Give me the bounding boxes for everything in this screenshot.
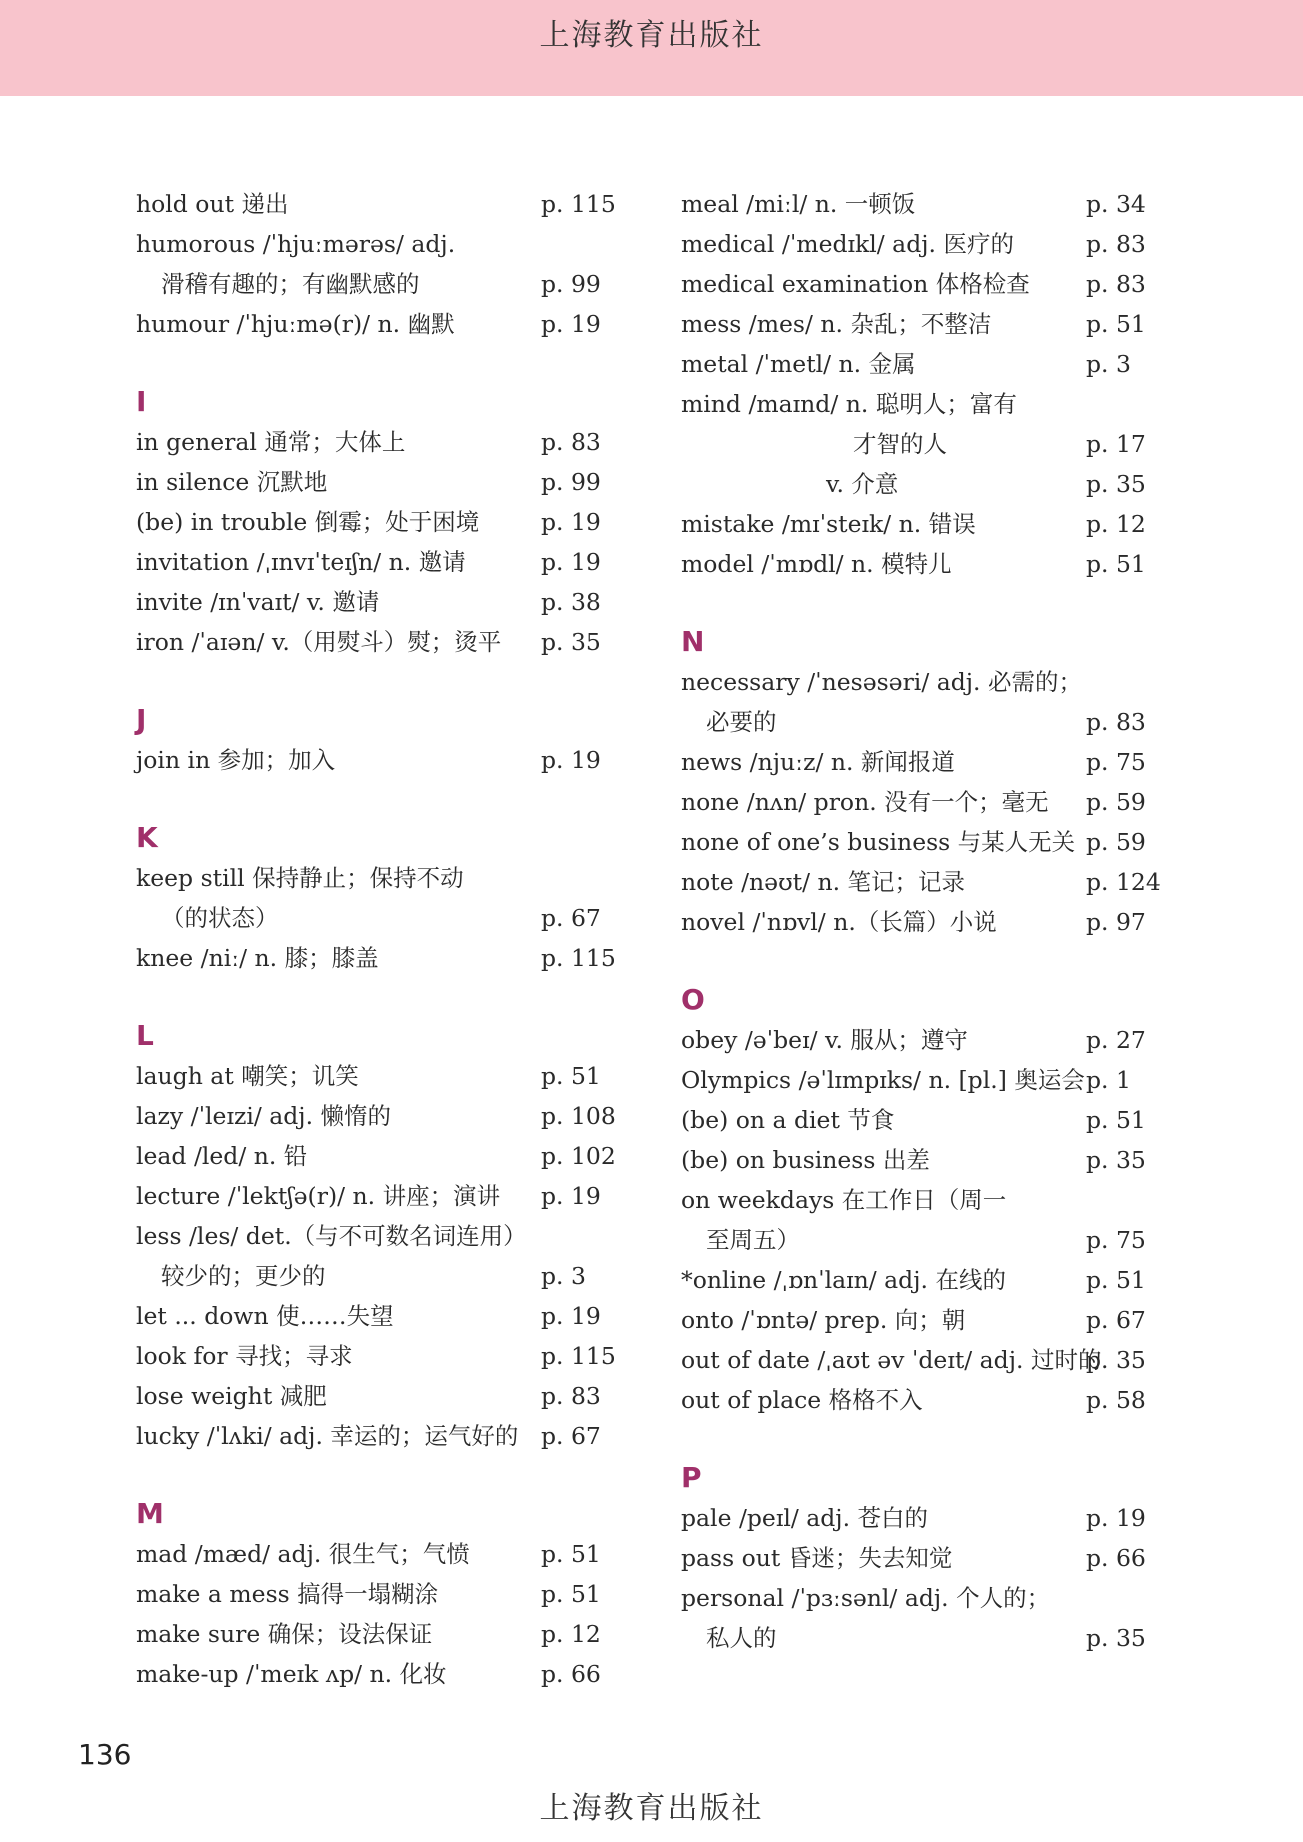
section-letter: P [681,1461,702,1494]
glossary-entry [136,1336,676,1376]
entry-text: iron /ˈaɪən/ v.（用熨斗）熨；烫平 [136,628,502,656]
entry-page-ref: p. 19 [541,548,601,576]
glossary-entry [136,422,676,462]
glossary-entry [136,622,676,662]
entry-text: (be) in trouble 倒霉；处于困境 [136,508,480,536]
entry-text: 才智的人 [853,430,947,458]
entry-text: on weekdays 在工作日（周一 [681,1186,1007,1214]
entry-page-ref: p. 115 [541,1342,616,1370]
entry-page-ref: p. 35 [1086,470,1146,498]
entry-text: lucky /ˈlʌki/ adj. 幸运的；运气好的 [136,1422,519,1450]
entry-page-ref: p. 115 [541,190,616,218]
glossary-entry [681,384,1221,424]
glossary-entry [136,1654,676,1694]
entry-page-ref: p. 108 [541,1102,616,1130]
entry-text: invite /ɪnˈvaɪt/ v. 邀请 [136,588,380,616]
glossary-entry [681,1180,1221,1220]
entry-text: mess /mes/ n. 杂乱；不整洁 [681,310,992,338]
entry-page-ref: p. 99 [541,270,601,298]
entry-page-ref: p. 3 [1086,350,1131,378]
entry-page-ref: p. 12 [541,1620,601,1648]
glossary-entry [681,742,1221,782]
entry-text: v. 介意 [826,470,899,498]
entry-page-ref: p. 67 [1086,1306,1146,1334]
entry-text: lead /led/ n. 铅 [136,1142,308,1170]
glossary-entry [136,304,676,344]
entry-text: model /ˈmɒdl/ n. 模特儿 [681,550,952,578]
entry-text: humorous /ˈhjuːmərəs/ adj. [136,230,456,258]
glossary-entry [681,1140,1221,1180]
glossary-entry [681,1300,1221,1340]
entry-page-ref: p. 35 [1086,1346,1146,1374]
entry-page-ref: p. 51 [1086,1106,1146,1134]
glossary-entry [136,1216,676,1256]
page-number: 136 [78,1738,132,1771]
entry-text: medical /ˈmedɪkl/ adj. 医疗的 [681,230,1014,258]
entry-page-ref: p. 51 [541,1540,601,1568]
entry-text: in general 通常；大体上 [136,428,406,456]
glossary-entry [136,1416,676,1456]
entry-page-ref: p. 97 [1086,908,1146,936]
section-letter: M [136,1497,164,1530]
glossary-entry [681,1380,1221,1420]
entry-page-ref: p. 59 [1086,788,1146,816]
glossary-entry [681,902,1221,942]
glossary-entry [681,702,1221,742]
entry-text: knee /niː/ n. 膝；膝盖 [136,944,379,972]
glossary-entry [681,1538,1221,1578]
entry-text: Olympics /əˈlɪmpɪks/ n. [pl.] 奥运会 [681,1066,1085,1094]
entry-page-ref: p. 19 [541,746,601,774]
glossary-entry [136,1534,676,1574]
section-letter: N [681,625,705,658]
entry-page-ref: p. 66 [541,1660,601,1688]
entry-page-ref: p. 67 [541,1422,601,1450]
entry-text: 至周五） [706,1226,800,1254]
glossary-entry [681,184,1221,224]
entry-page-ref: p. 38 [541,588,601,616]
entry-page-ref: p. 115 [541,944,616,972]
entry-text: out of place 格格不入 [681,1386,923,1414]
glossary-entry [681,544,1221,584]
glossary-column-left [136,184,676,1694]
entry-page-ref: p. 124 [1086,868,1161,896]
entry-page-ref: p. 19 [1086,1504,1146,1532]
entry-text: (be) on business 出差 [681,1146,930,1174]
entry-page-ref: p. 83 [1086,708,1146,736]
glossary-entry [136,1376,676,1416]
entry-text: news /njuːz/ n. 新闻报道 [681,748,955,776]
entry-text: make-up /ˈmeɪk ʌp/ n. 化妆 [136,1660,447,1688]
glossary-entry [136,1296,676,1336]
entry-page-ref: p. 83 [1086,270,1146,298]
footer-publisher: 上海教育出版社 [539,1791,764,1826]
entry-text: medical examination 体格检查 [681,270,1030,298]
entry-text: necessary /ˈnesəsəri/ adj. 必需的； [681,668,1082,696]
entry-page-ref: p. 75 [1086,1226,1146,1254]
entry-page-ref: p. 34 [1086,190,1146,218]
glossary-entry [681,1340,1221,1380]
entry-page-ref: p. 83 [541,1382,601,1410]
entry-text: humour /ˈhjuːmə(r)/ n. 幽默 [136,310,455,338]
glossary-entry [136,184,676,224]
glossary-entry [136,1096,676,1136]
entry-text: pale /peɪl/ adj. 苍白的 [681,1504,929,1532]
glossary-entry [681,424,1221,464]
entry-text: mistake /mɪˈsteɪk/ n. 错误 [681,510,976,538]
entry-page-ref: p. 58 [1086,1386,1146,1414]
glossary-entry [136,1056,676,1096]
entry-text: look for 寻找；寻求 [136,1342,353,1370]
glossary-entry [681,224,1221,264]
entry-text: mind /maɪnd/ n. 聪明人；富有 [681,390,1017,418]
entry-page-ref: p. 19 [541,310,601,338]
entry-text: pass out 昏迷；失去知觉 [681,1544,953,1572]
entry-page-ref: p. 51 [1086,1266,1146,1294]
entry-page-ref: p. 1 [1086,1066,1131,1094]
glossary-entry [136,462,676,502]
entry-text: note /nəʊt/ n. 笔记；记录 [681,868,966,896]
entry-page-ref: p. 19 [541,1182,601,1210]
entry-page-ref: p. 102 [541,1142,616,1170]
section-letter: I [136,385,147,418]
entry-page-ref: p. 83 [1086,230,1146,258]
section-letter: K [136,821,158,854]
entry-text: 滑稽有趣的；有幽默感的 [161,270,420,298]
entry-text: less /les/ det.（与不可数名词连用） [136,1222,527,1250]
glossary-entry [136,1176,676,1216]
entry-text: 必要的 [706,708,777,736]
glossary-entry [681,1498,1221,1538]
glossary-entry [136,1256,676,1296]
entry-page-ref: p. 3 [541,1262,586,1290]
entry-text: none /nʌn/ pron. 没有一个；毫无 [681,788,1049,816]
entry-page-ref: p. 19 [541,508,601,536]
glossary-entry [681,782,1221,822]
glossary-entry [681,464,1221,504]
entry-page-ref: p. 83 [541,428,601,456]
section-letter: L [136,1019,154,1052]
entry-page-ref: p. 59 [1086,828,1146,856]
entry-text: obey /əˈbeɪ/ v. 服从；遵守 [681,1026,968,1054]
entry-page-ref: p. 75 [1086,748,1146,776]
entry-page-ref: p. 51 [541,1062,601,1090]
entry-page-ref: p. 51 [541,1580,601,1608]
glossary-entry [681,1060,1221,1100]
entry-text: in silence 沉默地 [136,468,328,496]
glossary-entry [681,1020,1221,1060]
entry-text: 私人的 [706,1624,777,1652]
entry-text: personal /ˈpɜːsənl/ adj. 个人的； [681,1584,1051,1612]
entry-text: lose weight 减肥 [136,1382,327,1410]
glossary-column-right [681,184,1221,1658]
entry-text: join in 参加；加入 [136,746,336,774]
entry-page-ref: p. 35 [541,628,601,656]
entry-page-ref: p. 19 [541,1302,601,1330]
glossary-entry [136,1574,676,1614]
entry-page-ref: p. 17 [1086,430,1146,458]
entry-text: out of date /ˌaʊt əv ˈdeɪt/ adj. 过时的 [681,1346,1102,1374]
entry-text: onto /ˈɒntə/ prep. 向；朝 [681,1306,966,1334]
glossary-entry [136,740,676,780]
section-letter: O [681,983,705,1016]
glossary-entry [136,898,676,938]
glossary-entry [681,862,1221,902]
entry-text: laugh at 嘲笑；讥笑 [136,1062,359,1090]
entry-page-ref: p. 66 [1086,1544,1146,1572]
glossary-entry [681,1618,1221,1658]
entry-text: none of one’s business 与某人无关 [681,828,1076,856]
entry-page-ref: p. 35 [1086,1624,1146,1652]
entry-page-ref: p. 51 [1086,550,1146,578]
entry-text: *online /ˌɒnˈlaɪn/ adj. 在线的 [681,1266,1006,1294]
entry-page-ref: p. 27 [1086,1026,1146,1054]
entry-text: （的状态） [161,904,279,932]
entry-page-ref: p. 12 [1086,510,1146,538]
glossary-entry [681,304,1221,344]
glossary-entry [136,542,676,582]
glossary-entry [136,264,676,304]
entry-text: invitation /ˌɪnvɪˈteɪʃn/ n. 邀请 [136,548,466,576]
glossary-entry [681,1260,1221,1300]
entry-text: metal /ˈmetl/ n. 金属 [681,350,916,378]
glossary-entry [136,858,676,898]
entry-page-ref: p. 67 [541,904,601,932]
glossary-entry [136,502,676,542]
entry-text: keep still 保持静止；保持不动 [136,864,464,892]
entry-text: (be) on a diet 节食 [681,1106,895,1134]
glossary-entry [136,224,676,264]
glossary-entry [681,264,1221,304]
glossary-entry [681,344,1221,384]
entry-text: lecture /ˈlektʃə(r)/ n. 讲座；演讲 [136,1182,501,1210]
entry-text: make sure 确保；设法保证 [136,1620,433,1648]
entry-text: novel /ˈnɒvl/ n.（长篇）小说 [681,908,997,936]
entry-text: 较少的；更少的 [161,1262,326,1290]
glossary-entry [681,1100,1221,1140]
entry-text: hold out 递出 [136,190,289,218]
section-letter: J [136,703,147,736]
glossary-entry [136,1614,676,1654]
glossary-entry [136,938,676,978]
entry-text: mad /mæd/ adj. 很生气；气愤 [136,1540,470,1568]
glossary-entry [681,1220,1221,1260]
glossary-entry [681,1578,1221,1618]
entry-text: let ... down 使……失望 [136,1302,394,1330]
entry-text: make a mess 搞得一塌糊涂 [136,1580,439,1608]
entry-page-ref: p. 35 [1086,1146,1146,1174]
entry-text: meal /miːl/ n. 一顿饭 [681,190,916,218]
glossary-entry [681,822,1221,862]
glossary-entry [681,504,1221,544]
entry-page-ref: p. 99 [541,468,601,496]
entry-text: lazy /ˈleɪzi/ adj. 懒惰的 [136,1102,392,1130]
glossary-entry [681,662,1221,702]
entry-page-ref: p. 51 [1086,310,1146,338]
header-publisher: 上海教育出版社 [539,18,764,53]
glossary-entry [136,582,676,622]
glossary-entry [136,1136,676,1176]
